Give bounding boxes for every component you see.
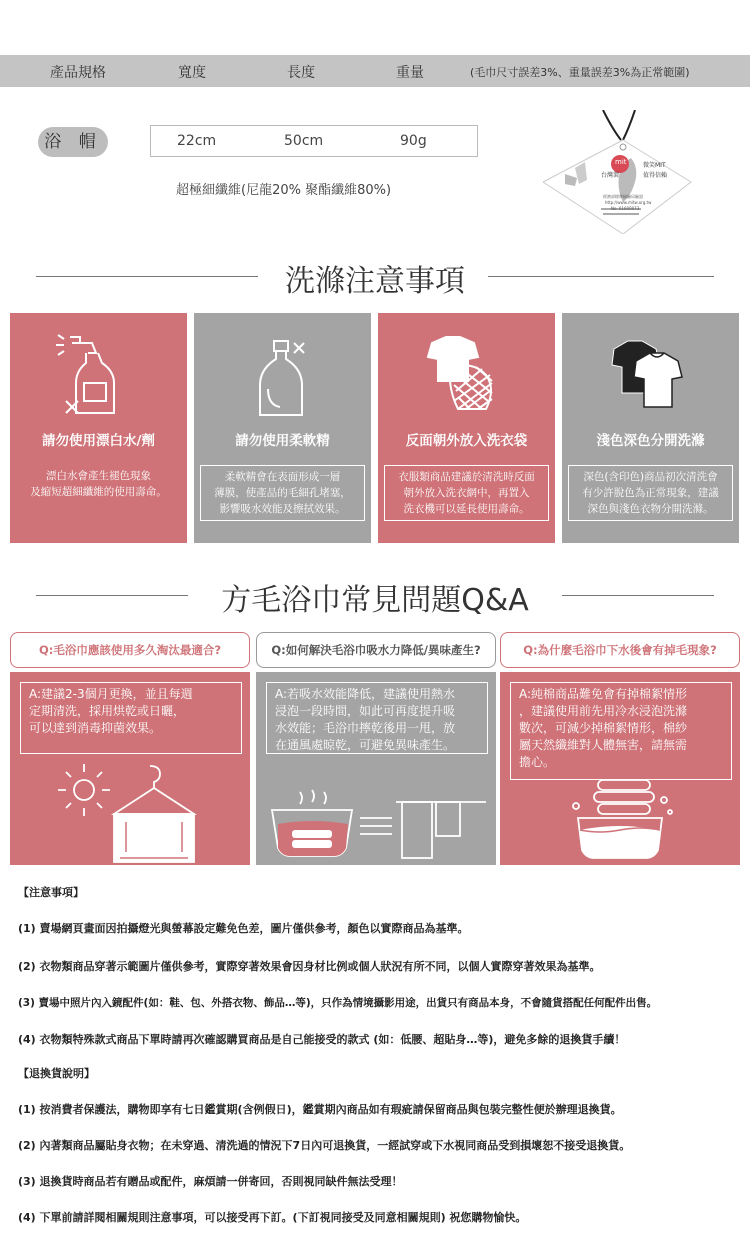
care-desc-line: 柔軟精會在表面形成一層	[224, 471, 341, 483]
separate-colors-icon	[562, 331, 739, 421]
spec-header-note: (毛巾尺寸誤差3%、重量誤差3%為正常範圍)	[470, 66, 690, 79]
no-softener-icon	[194, 331, 371, 421]
care-title-no-softener: 請勿使用柔軟精	[235, 433, 330, 449]
notes-item: (4) 衣物類特殊款式商品下單時請再次確認購買商品是自己能接受的款式 (如：低腰、超貼身…等)，避免多餘的退換貨手續！	[18, 1033, 626, 1046]
qa-answer-line: ，建議使用前先用冷水浸泡洗滌	[519, 704, 688, 718]
care-desc-line: 薄膜，使產品的毛細孔堵塞，	[214, 487, 351, 499]
qa-answer-line: 定期清洗，採用烘乾或日曬，	[29, 704, 186, 718]
care-title-laundry-bag: 反面朝外放入洗衣袋	[405, 433, 528, 449]
care-desc-line: 影響吸水效能及擦拭效果。	[219, 503, 346, 515]
qa-body-shedding	[500, 672, 740, 865]
care-desc-separate-colors	[568, 465, 733, 521]
care-card-laundry-bag	[378, 313, 555, 543]
mit-line2-text: 值得信賴	[643, 172, 668, 179]
qa-title-line-left	[36, 595, 188, 596]
soaking-towels-icon	[500, 760, 740, 865]
qa-answer-line: A:純棉商品難免會有掉棉絮情形	[519, 687, 688, 701]
care-desc-line: 深色與淺色衣物分開洗滌。	[587, 503, 714, 515]
qa-question-shedding: Q:為什麼毛浴巾下水後會有掉毛現象?	[500, 632, 740, 668]
mit-small2-text: http://www.mitw.org.tw	[605, 200, 652, 205]
qa-answer-line: A:建議2-3個月更換，並且每週	[29, 687, 193, 701]
no-bleach-icon	[10, 331, 187, 421]
care-section-header	[0, 256, 750, 299]
notes-item: (3) 賣場中照片內入鏡配件(如：鞋、包、外搭衣物、飾品…等)，只作為情境攝影用途，出貨只有商品本身，不會隨貨搭配任何配件出售。	[18, 997, 658, 1009]
material-text: 超極細纖維(尼龍20% 聚酯纖維80%)	[176, 183, 392, 198]
returns-heading: 【退換貨說明】	[18, 1067, 95, 1080]
care-card-separate-colors	[562, 313, 739, 543]
qa-answer-line: 水效能；毛浴巾擰乾後用一甩，放	[275, 721, 456, 735]
care-desc-no-bleach	[10, 465, 187, 521]
qa-section-header	[0, 575, 750, 618]
spec-header-width: 寬度	[178, 65, 206, 81]
care-section-title: 洗滌注意事項	[285, 264, 465, 299]
laundry-bag-icon	[378, 331, 555, 421]
qa-answer-line: 屬天然纖維對人體無害，請無需	[519, 738, 688, 752]
qa-answer-absorb	[266, 682, 488, 754]
care-desc-line: 有少許脫色為正常現象，建議	[582, 487, 719, 499]
notes-heading: 【注意事項】	[18, 886, 84, 899]
mit-made-in-text: 台灣製	[601, 172, 620, 179]
mit-tag	[543, 110, 693, 234]
care-desc-line: 漂白水會產生褪色現象	[46, 470, 151, 482]
care-desc-laundry-bag	[384, 465, 549, 521]
mit-line1-text: 微笑MIT	[643, 162, 666, 169]
returns-item: (4) 下單前請詳閱相關規則注意事項，可以接受再下訂。(下訂視同接受及同意相關規則) 祝您購物愉快。	[18, 1211, 527, 1224]
care-desc-no-softener	[200, 465, 365, 521]
qa-body-replace	[10, 672, 250, 865]
care-card-no-softener	[194, 313, 371, 543]
care-title-separate-colors: 淺色深色分開洗滌	[596, 433, 705, 449]
product-label-badge: 浴 帽	[38, 127, 108, 157]
notes-item: (2) 衣物類商品穿著示範圖片僅供參考，實際穿著效果會因身材比例或個人狀況有所不同，以個人實際穿著效果為基準。	[18, 960, 601, 973]
spec-header-weight: 重量	[396, 65, 424, 81]
qa-body-absorb	[256, 672, 496, 865]
qa-question-absorb: Q:如何解決毛浴巾吸水力降低/異味產生?	[256, 632, 496, 668]
spec-values-box	[150, 125, 478, 157]
qa-section-title: 方毛浴巾常見問題Q&A	[221, 583, 529, 618]
notes-item: (1) 賣場網頁畫面因拍攝燈光與螢幕設定難免色差，圖片僅供參考，顏色以實際商品為基準。	[18, 922, 469, 935]
mit-small3-text: No. 01600073	[611, 206, 640, 211]
spec-length-value: 50cm	[284, 133, 324, 149]
care-title-line-left	[36, 276, 258, 277]
care-card-no-bleach	[10, 313, 187, 543]
care-desc-line: 深色(含印色)商品初次清洗會	[583, 471, 718, 483]
care-title-no-bleach: 請勿使用漂白水/劑	[42, 433, 155, 449]
care-desc-line: 及縮短超細纖維的使用壽命。	[30, 486, 167, 498]
spec-header-length: 長度	[287, 65, 315, 81]
mit-brand-text: mit	[615, 158, 627, 166]
returns-item: (1) 按消費者保護法，購物即享有七日鑑賞期(含例假日)，鑑賞期內商品如有瑕疵請保留商品與包裝完整性便於辦理退換貨。	[18, 1103, 622, 1116]
care-desc-line: 洗衣機可以延長使用壽命。	[403, 503, 530, 515]
returns-item: (3) 退換貨時商品若有贈品或配件，麻煩請一併寄回，否則視同缺件無法受理！	[18, 1175, 403, 1188]
qa-answer-line: A:若吸水效能降低，建議使用熱水	[275, 687, 456, 701]
spec-header-product: 產品規格	[50, 65, 106, 81]
qa-answer-line: 浸泡一段時間，如此可再度提升吸	[275, 704, 456, 718]
sun-hanger-towel-icon	[10, 760, 250, 865]
returns-item: (2) 內著類商品屬貼身衣物；在未穿過、清洗過的情況下7日內可退換貨，一經試穿或下水視同商品受到損壞恕不接受退換貨。	[18, 1139, 631, 1152]
care-desc-line: 衣服類商品建議於清洗時反面	[398, 471, 535, 483]
care-title-line-right	[488, 276, 714, 277]
spec-header-bar	[0, 55, 750, 87]
qa-title-line-right	[562, 595, 714, 596]
qa-card-shedding	[500, 632, 740, 865]
care-desc-line: 朝外放入洗衣網中，再置入	[403, 487, 530, 499]
qa-answer-line: 在通風處晾乾，可避免異味產生。	[275, 738, 456, 752]
mit-small1-text: 經濟部標準檢驗局驗證	[603, 194, 643, 199]
qa-answer-line: 可以達到消毒抑菌效果。	[29, 721, 162, 735]
qa-card-replace	[10, 632, 250, 865]
qa-answer-line: 數次，可減少掉棉絮情形，棉紗	[519, 721, 688, 735]
spec-weight-value: 90g	[400, 133, 427, 149]
qa-question-replace: Q:毛浴巾應該使用多久淘汰最適合?	[10, 632, 250, 668]
qa-answer-replace	[20, 682, 242, 754]
qa-answer-line: 擔心。	[519, 755, 556, 769]
hot-water-towel-rack-icon	[256, 760, 496, 865]
qa-card-absorb	[256, 632, 496, 865]
spec-width-value: 22cm	[177, 133, 217, 149]
